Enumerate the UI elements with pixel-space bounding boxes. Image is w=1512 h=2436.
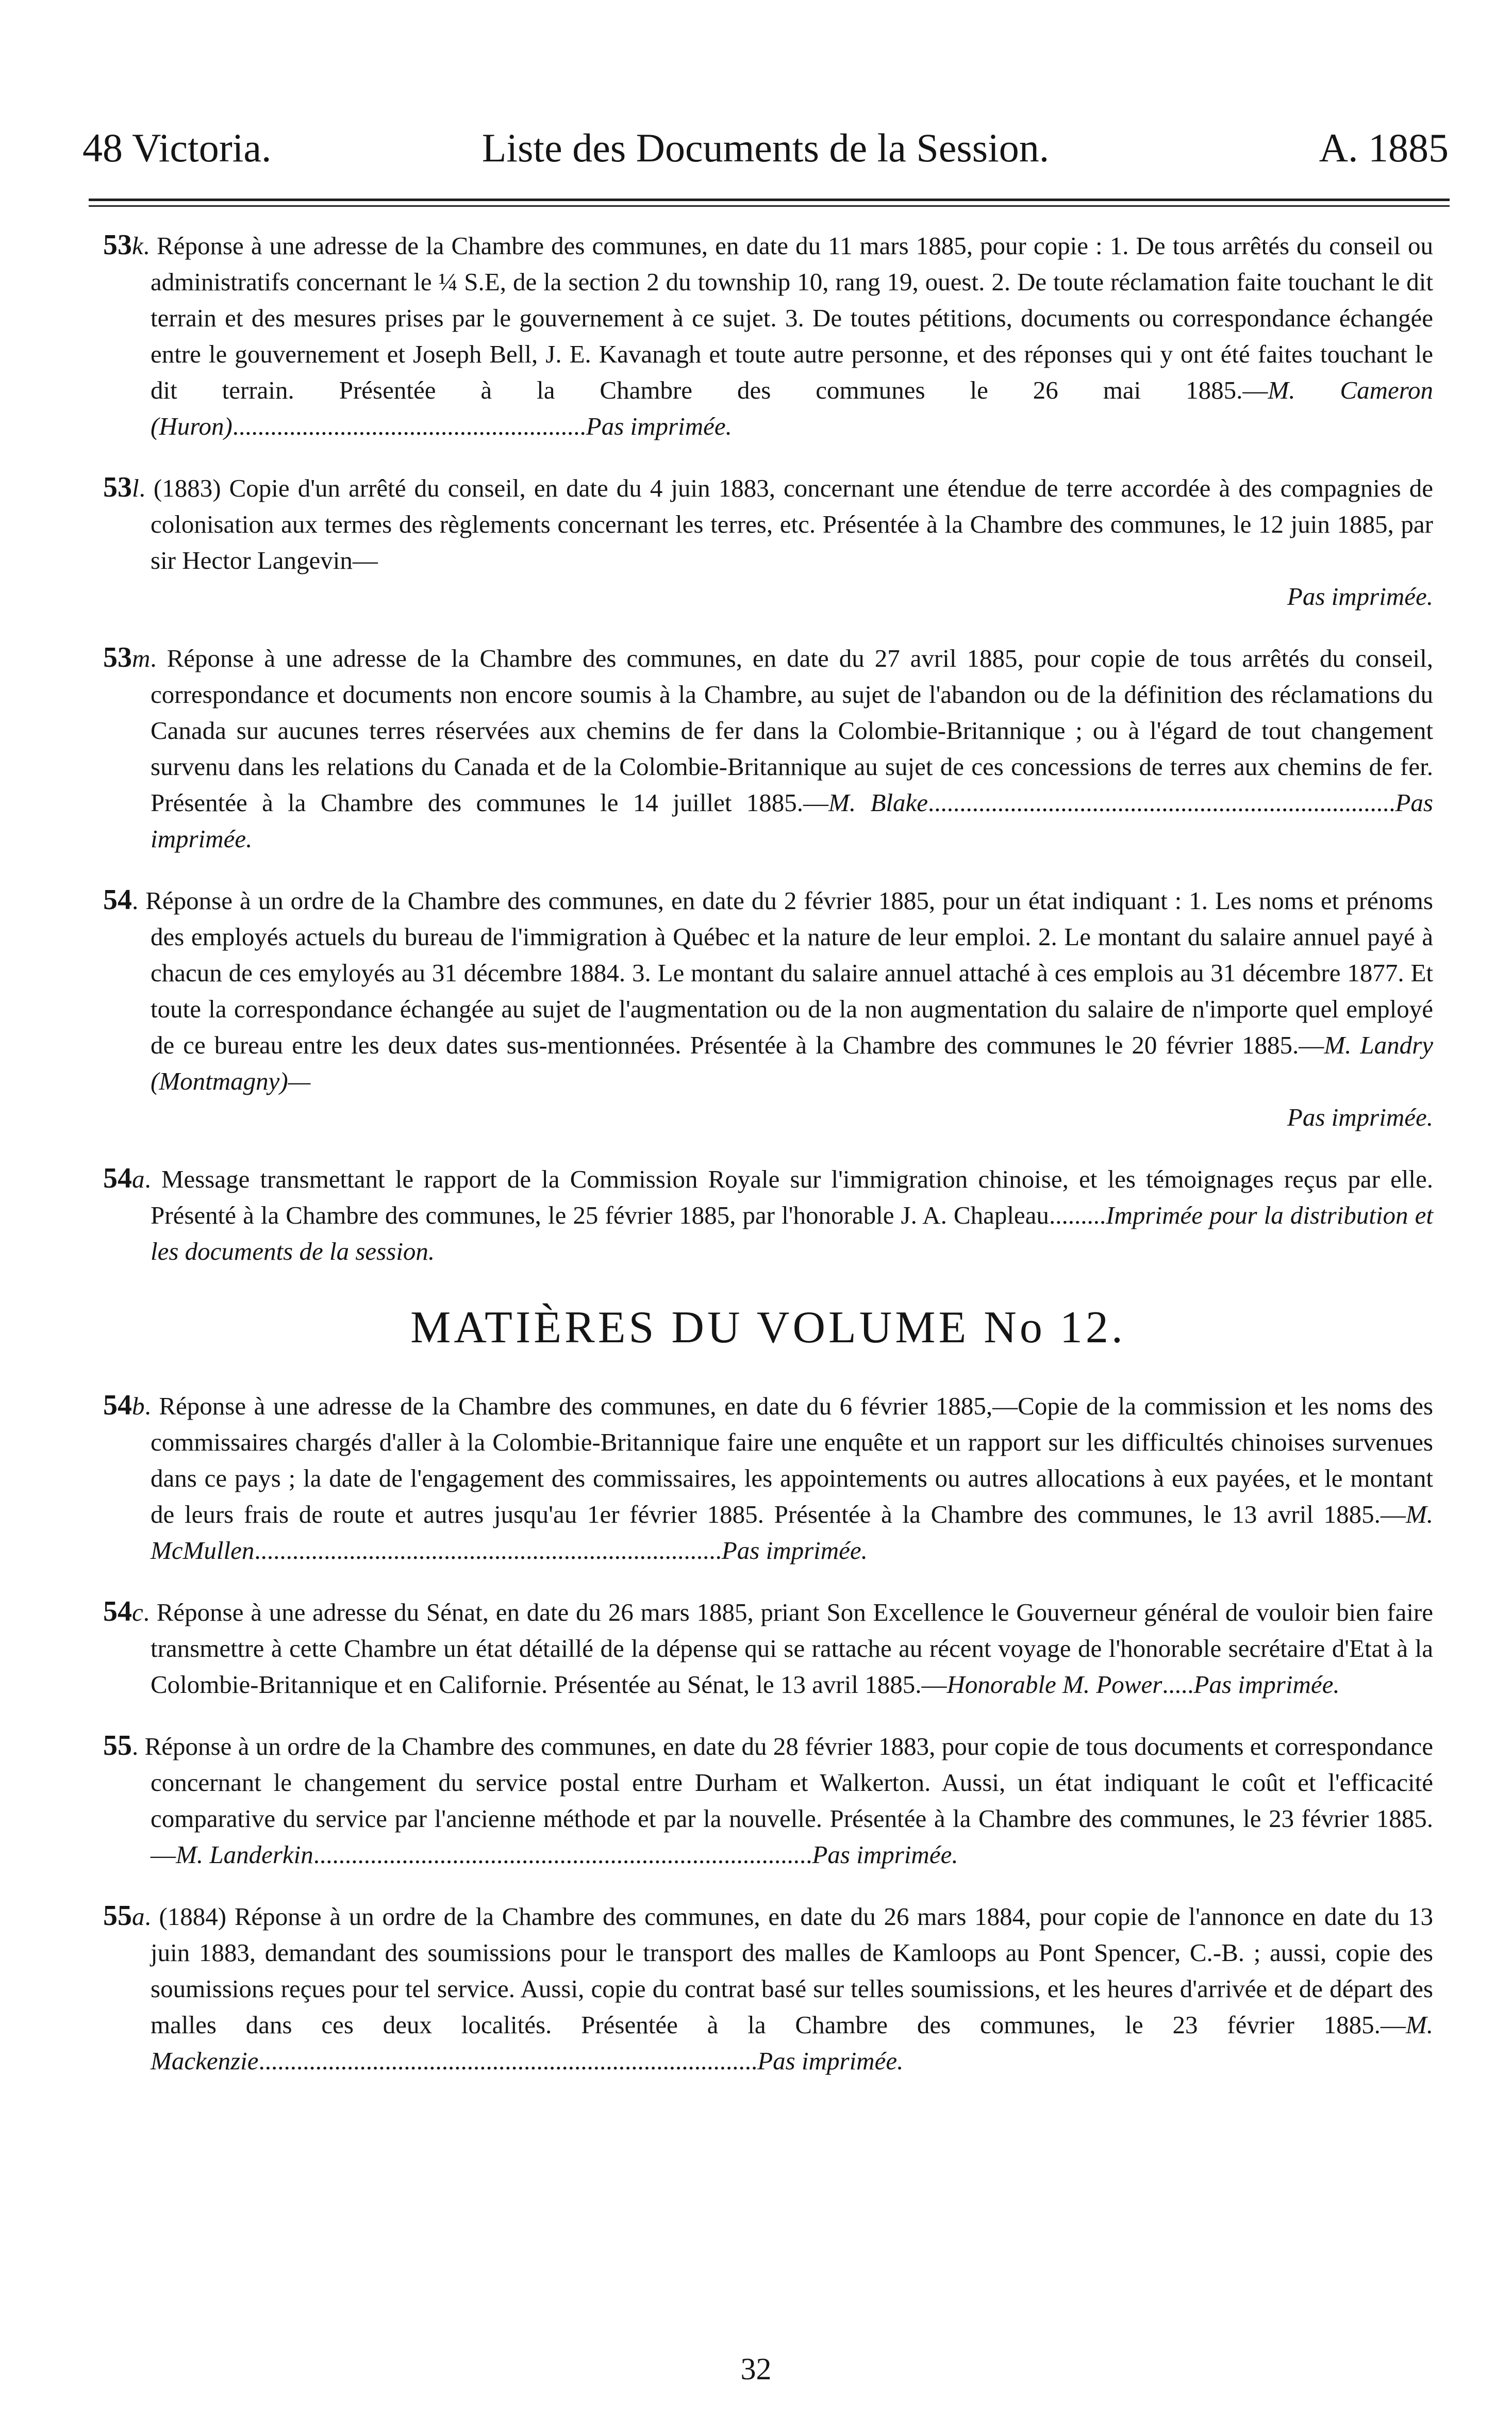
entry-status: Pas imprimée. (812, 1840, 958, 1869)
dot-leader: ......... (1049, 1201, 1106, 1229)
entry-54a (103, 1160, 1433, 1270)
entry-author: M. Cameron (Huron) (151, 376, 1433, 440)
document-body (103, 227, 1433, 2104)
entry-number: 53l (103, 471, 139, 503)
entry-number: 53m (103, 641, 151, 673)
entry-author: M. Landerkin (176, 1840, 313, 1869)
dot-leader: ............................................................................... (258, 2047, 758, 2075)
dot-leader: ..... (1162, 1670, 1194, 1699)
entry-text: . Réponse à un ordre de la Chambre des communes, en date du 28 février 1883, pour copie de tous documents et correspondance concernant le changement du service postal entre Durham et Walkerton. Aussi, un état indiquant le coût et l'efficacité comparative du service par l'ancienne méthode et par la nouvelle. Présentée à la Chambre des communes, le 23 février 1885. — (132, 1732, 1433, 1869)
entry-text: . Réponse à un ordre de la Chambre des communes, en date du 2 février 1885, pour un état indiquant : 1. Les noms et prénoms des employés actuels du bureau de l'immigration à Québec et la nature de leur emploi. 2. Le montant du salaire annuel payé à chacun de ces emyloyés au 31 décembre 1884. 3. Le montant du salaire annuel attaché à ces emplois au 31 décembre 1877. Et toute la correspondance échangée au sujet de l'augmentation ou de la non augmentation du salaire de n'importe quel employé de ce bureau entre les deux dates sus-mentionnées. Présentée à la Chambre des communes le 20 février 1885.— (132, 886, 1433, 1059)
entry-status: Pas imprimée. (151, 788, 1433, 853)
dot-leader: ........................................................ (232, 412, 586, 440)
entry-author: M. Blake (828, 788, 928, 817)
entry-number: 54b (103, 1389, 145, 1421)
entry-text: . Réponse à une adresse du Sénat, en date du 26 mars 1885, priant Son Excellence le Gouverneur général de vouloir bien faire transmettre à cette Chambre un état détaillé de la dépense qui se rattache au récent voyage de l'honorable secrétaire d'Etat à la Colombie-Britannique et en Californie. Présentée au Sénat, le 13 avril 1885.— (143, 1598, 1433, 1699)
entry-status: Pas imprimée. (1287, 582, 1433, 611)
entry-status: Pas imprimée. (757, 2047, 904, 2075)
header-left: 48 Victoria. (82, 125, 272, 170)
entry-text: . Réponse à une adresse de la Chambre des communes, en date du 27 avril 1885, pour copie de tous arrêtés du conseil, correspondance et documents non encore soumis à la Chambre, au sujet de l'abandon ou de la définition des réclamations du Canada sur aucunes terres réservées aux chemins de fer dans la Colombie-Britannique ; ou à l'égard de tout changement survenu dans les relations du Canada et de la Colombie-Britannique au sujet de ces concessions de terres aux chemins de fer. Présentée à la Chambre des communes le 14 juillet 1885.— (150, 644, 1433, 817)
entry-number: 54c (103, 1595, 143, 1627)
entry-author: M. McMullen (151, 1500, 1433, 1565)
entry-55a (103, 1898, 1433, 2079)
header-title: Liste des Documents de la Session. (481, 125, 1050, 170)
entry-status: Pas imprimée. (1287, 1103, 1433, 1131)
entry-54b (103, 1387, 1433, 1569)
page-number: 32 (740, 2352, 772, 2386)
header-rule-thin (89, 205, 1450, 207)
entry-number: 55 (103, 1730, 132, 1762)
section-title: MATIÈRES DU VOLUME No 12. (410, 1303, 1126, 1353)
entry-text: . Message transmettant le rapport de la Commission Royale sur l'immigration chinoise, et les témoignages reçus par elle. Présenté à la Chambre des communes, le 25 février 1885, par l'honorable J. A. Chapleau (144, 1165, 1433, 1229)
entry-author: M. Landry (Montmagny)— (151, 1031, 1433, 1095)
entry-53l (103, 469, 1433, 615)
dot-leader: ............................................................................... (313, 1840, 812, 1869)
entry-number: 54a (103, 1162, 145, 1194)
entry-text: . Réponse à une adresse de la Chambre des communes, en date du 11 mars 1885, pour copie : 1. De tous arrêtés du conseil ou administratifs concernant le ¼ S.E, de la section 2 du township 10, rang 19, ouest. 2. De toute réclamation faite touchant le dit terrain et des mesures prises par le gouvernement à ce sujet. 3. De toutes pétitions, documents ou correspondance échangée entre le gouvernement et Joseph Bell, J. E. Kavanagh et toute autre personne, et des réponses qui y ont été faites touchant le dit terrain. Présentée à la Chambre des communes le 26 mai 1885.— (143, 232, 1433, 404)
entry-55 (103, 1727, 1433, 1873)
entry-number: 55a (103, 1900, 145, 1932)
dot-leader: .......................................................................... (254, 1536, 722, 1565)
header-right: A. 1885 (1319, 125, 1449, 170)
entry-author: M. Mackenzie (151, 2011, 1433, 2075)
entry-54c (103, 1593, 1433, 1703)
entry-status: Imprimée pour la distribution et les documents de la session. (151, 1201, 1433, 1265)
entry-number: 54 (103, 884, 132, 916)
entry-status: Pas imprimée. (586, 412, 732, 440)
entry-number: 53k (103, 229, 143, 261)
entry-text: . Réponse à une adresse de la Chambre des communes, en date du 6 février 1885,—Copie de la commission et les noms des commissaires chargés d'aller à la Colombie-Britannique faire une enquête et un rapport sur les difficultés chinoises survenues dans ce pays ; la date de l'engagement des commissaires, les appointements ou autres allocations à eux payées, et le montant de leurs frais de route et autres jusqu'au 1er février 1885. Présentée à la Chambre des communes, le 13 avril 1885.— (144, 1392, 1433, 1528)
entry-53m (103, 639, 1433, 857)
entry-text: . (1884) Réponse à un ordre de la Chambre des communes, en date du 26 mars 1884, pour copie de l'annonce en date du 13 juin 1883, demandant des soumissions pour le transport des malles de Kamloops au Pont Spencer, C.-B. ; aussi, copie des soumissions reçues pour tel service. Aussi, copie du contrat basé sur telles soumissions, et les heures d'arrivée et de départ des malles dans ces deux localités. Présentée à la Chambre des communes, le 23 février 1885.— (144, 1902, 1433, 2039)
entry-53k (103, 227, 1433, 445)
header-rule-thick (89, 199, 1450, 201)
entry-author: Honorable M. Power (946, 1670, 1162, 1699)
entry-text: . (1883) Copie d'un arrêté du conseil, en date du 4 juin 1883, concernant une étendue de terre accordée à des compagnies de colonisation aux termes des règlements concernant les terres, etc. Présentée à la Chambre des communes, le 12 juin 1885, par sir Hector Langevin— (139, 474, 1433, 574)
dot-leader: .......................................................................... (928, 788, 1395, 817)
entry-status: Pas imprimée. (721, 1536, 868, 1565)
running-head (82, 120, 1449, 176)
entry-status: Pas imprimée. (1193, 1670, 1340, 1699)
entry-54 (103, 882, 1433, 1135)
